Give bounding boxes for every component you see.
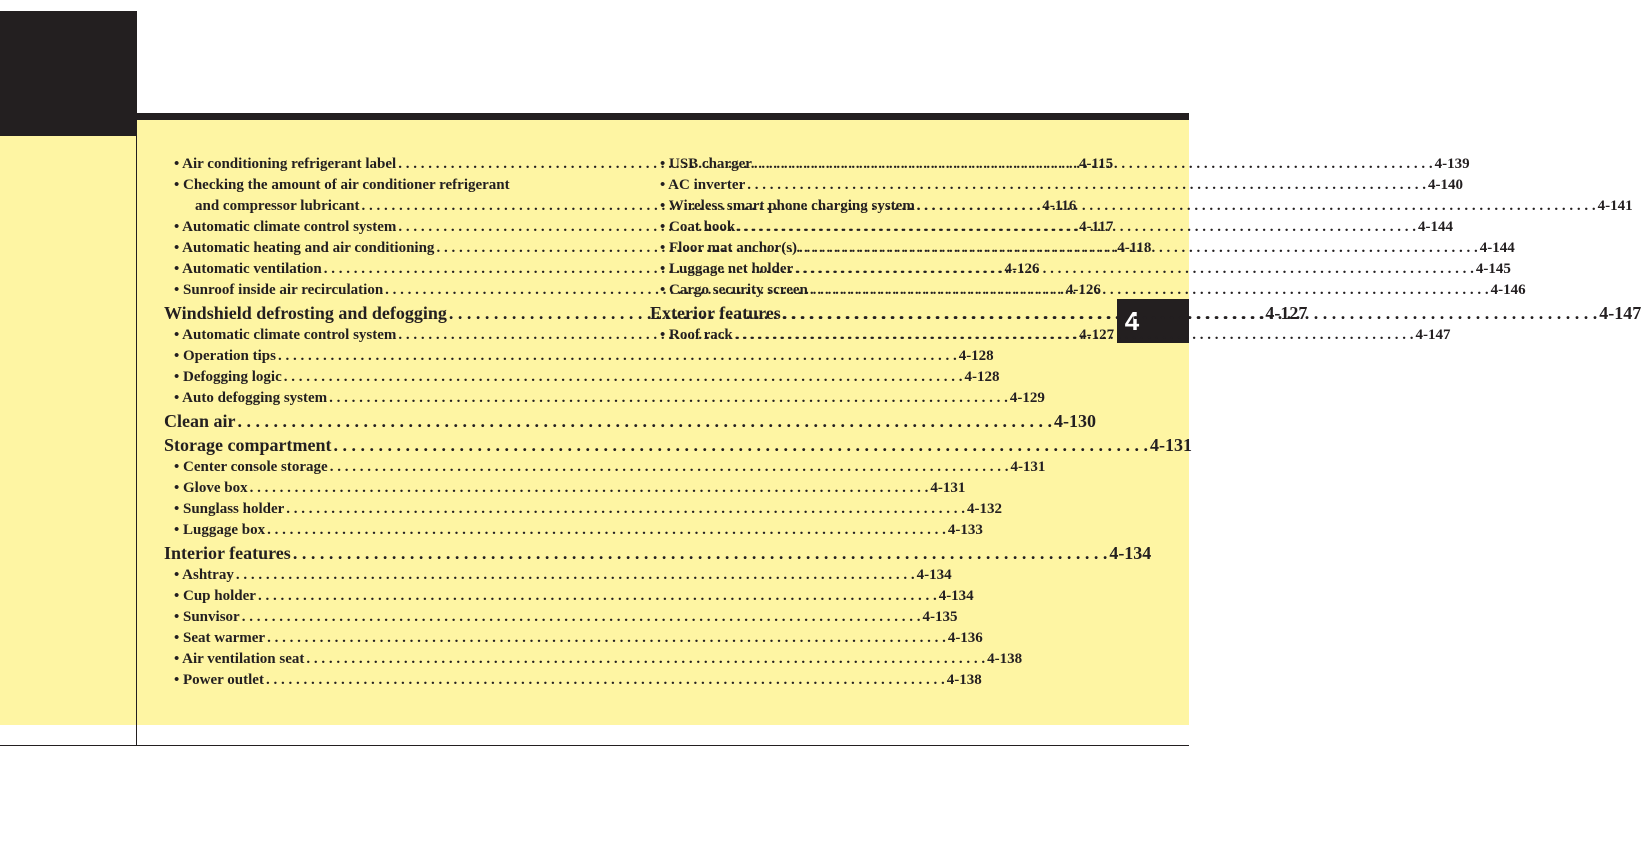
- toc-entry: [164, 586, 974, 607]
- toc-entry-page: 4-131: [930, 480, 966, 496]
- toc-entry: [164, 607, 958, 628]
- dot-leader: [286, 499, 965, 520]
- toc-entry: [650, 280, 1526, 301]
- toc-entry-page: 4-133: [947, 522, 983, 538]
- toc-entry-page: 4-140: [1427, 177, 1463, 193]
- toc-entry: [164, 175, 600, 196]
- dot-leader: [242, 607, 921, 628]
- dot-leader: [917, 196, 1596, 217]
- dot-leader: [238, 409, 1053, 433]
- toc-entry-title: Storage compartment: [164, 435, 332, 455]
- dot-leader: [278, 346, 957, 367]
- toc-entry-page: 4-147: [1599, 303, 1641, 323]
- toc-entry: [164, 388, 1045, 409]
- toc-entry-title: • USB charger: [660, 156, 752, 172]
- toc-entry-page: 4-135: [922, 609, 958, 625]
- toc-entry-title: Clean air: [164, 411, 236, 431]
- toc-entry-title: • Coat hook: [660, 219, 736, 235]
- header-rule: [137, 113, 1189, 120]
- dot-leader: [267, 628, 946, 649]
- toc-entry-title: • Glove box: [174, 480, 248, 496]
- toc-entry-title: • Automatic ventilation: [174, 261, 322, 277]
- toc-entry-page: 4-134: [916, 567, 952, 583]
- toc-entry: [164, 565, 952, 586]
- dot-leader: [329, 388, 1008, 409]
- toc-entry-page: 4-129: [1009, 390, 1045, 406]
- dot-leader: [266, 670, 945, 691]
- toc-entry-page: 4-134: [938, 588, 974, 604]
- toc-entry-title: • Luggage net holder: [660, 261, 794, 277]
- toc-entry-page: 4-118: [1117, 240, 1152, 256]
- toc-entry-title: • Operation tips: [174, 348, 276, 364]
- toc-entry-page: 4-126: [1065, 282, 1101, 298]
- dot-leader: [747, 175, 1426, 196]
- toc-entry-page: 4-126: [1004, 261, 1040, 277]
- toc-entry: [164, 367, 1000, 388]
- toc-entry-title: • AC inverter: [660, 177, 746, 193]
- dot-leader: [333, 433, 1148, 457]
- toc-entry: [164, 478, 966, 499]
- toc-entry-page: 4-115: [1078, 156, 1114, 172]
- dot-leader: [267, 520, 946, 541]
- toc-entry-page: 4-145: [1475, 261, 1511, 277]
- toc-entry: [164, 649, 1023, 670]
- corner-block: [0, 11, 137, 136]
- content-background-top: [137, 120, 1189, 136]
- dot-leader: [258, 586, 937, 607]
- margin-rule: [136, 136, 137, 746]
- toc-entry-title: • Cargo security screen: [660, 282, 808, 298]
- toc-entry-page: 4-127: [1079, 327, 1115, 343]
- dot-leader: [754, 154, 1433, 175]
- toc-entry-title: • Automatic heating and air conditioning: [174, 240, 435, 256]
- toc-entry-title: • Sunroof inside air recirculation: [174, 282, 384, 298]
- toc-entry-page: 4-144: [1479, 240, 1515, 256]
- toc-entry-title: • Floor mat anchor(s): [660, 240, 798, 256]
- toc-entry-title: • Cup holder: [174, 588, 256, 604]
- toc-entry-title: • Sunglass holder: [174, 501, 285, 517]
- toc-entry-title: Windshield defrosting and defogging: [164, 303, 447, 323]
- toc-entry-page: 4-128: [958, 348, 994, 364]
- toc-entry-page: 4-130: [1054, 411, 1096, 431]
- toc-entry: [164, 499, 1003, 520]
- toc-entry-page: 4-147: [1415, 327, 1451, 343]
- toc-section-entry: [164, 409, 1096, 433]
- toc-entry: [164, 520, 983, 541]
- toc-entry-page: 4-136: [947, 630, 983, 646]
- toc-entry-page: 4-127: [1265, 303, 1308, 323]
- dot-leader: [250, 478, 929, 499]
- toc-entry-title: • Auto defogging system: [174, 390, 328, 406]
- toc-entry-title: • Center console storage: [174, 459, 328, 475]
- toc-entry-page: 4-117: [1079, 219, 1114, 235]
- toc-entry: [650, 196, 1633, 217]
- dot-leader: [236, 565, 915, 586]
- toc-entry-title: • Wireless smart phone charging system: [660, 198, 915, 214]
- toc-entry-title: • Air ventilation seat: [174, 651, 305, 667]
- toc-entry-page: 4-131: [1149, 435, 1192, 455]
- dot-leader: [284, 367, 963, 388]
- toc-entry-title: • Sunvisor: [174, 609, 240, 625]
- chapter-tab: 4: [1117, 299, 1189, 343]
- toc-entry-page: 4-139: [1434, 156, 1470, 172]
- toc-entry: [650, 259, 1511, 280]
- toc-entry-title: • Power outlet: [174, 672, 264, 688]
- toc-entry-title: • Automatic climate control system: [174, 327, 397, 343]
- toc-entry: [650, 175, 1463, 196]
- dot-leader: [810, 280, 1489, 301]
- toc-entry-page: 4-128: [964, 369, 1000, 385]
- toc-entry: [164, 670, 982, 691]
- toc-entry-title: Interior features: [164, 543, 291, 563]
- toc-entry-page: 4-144: [1418, 219, 1454, 235]
- dot-leader: [799, 238, 1478, 259]
- toc-entry-title: • Seat warmer: [174, 630, 266, 646]
- toc-section-entry: [164, 541, 1152, 565]
- toc-entry: [164, 457, 1046, 478]
- toc-entry: [164, 628, 983, 649]
- toc-entry-page: 4-138: [987, 651, 1023, 667]
- toc-entry-title: and compressor lubricant: [195, 198, 360, 214]
- toc-entry-title: • Checking the amount of air conditioner refrigerant: [174, 177, 510, 193]
- toc-entry-page: 4-141: [1597, 198, 1633, 214]
- toc-entry-page: 4-116: [1042, 198, 1077, 214]
- toc-entry-title: • Air conditioning refrigerant label: [174, 156, 397, 172]
- toc-entry-page: 4-131: [1010, 459, 1046, 475]
- toc-entry-page: 4-132: [967, 501, 1003, 517]
- dot-leader: [735, 325, 1414, 346]
- toc-entry-title: • Ashtray: [174, 567, 234, 583]
- dot-leader: [737, 217, 1416, 238]
- dot-leader: [795, 259, 1474, 280]
- dot-leader: [306, 649, 985, 670]
- toc-entry-title: • Luggage box: [174, 522, 266, 538]
- dot-leader: [330, 457, 1009, 478]
- footer-rule: [0, 745, 1189, 746]
- toc-entry-title: • Defogging logic: [174, 369, 282, 385]
- toc-entry-title: • Automatic climate control system: [174, 219, 397, 235]
- toc-entry: [164, 346, 994, 367]
- toc-entry-title: Exterior features: [650, 303, 781, 323]
- toc-entry-page: 4-146: [1490, 282, 1526, 298]
- toc-entry-page: 4-134: [1109, 543, 1152, 563]
- toc-entry-title: • Roof rack: [660, 327, 733, 343]
- toc-section-entry: [164, 433, 1192, 457]
- dot-leader: [293, 541, 1108, 565]
- toc-entry-page: 4-138: [946, 672, 982, 688]
- dot-leader: [783, 301, 1598, 325]
